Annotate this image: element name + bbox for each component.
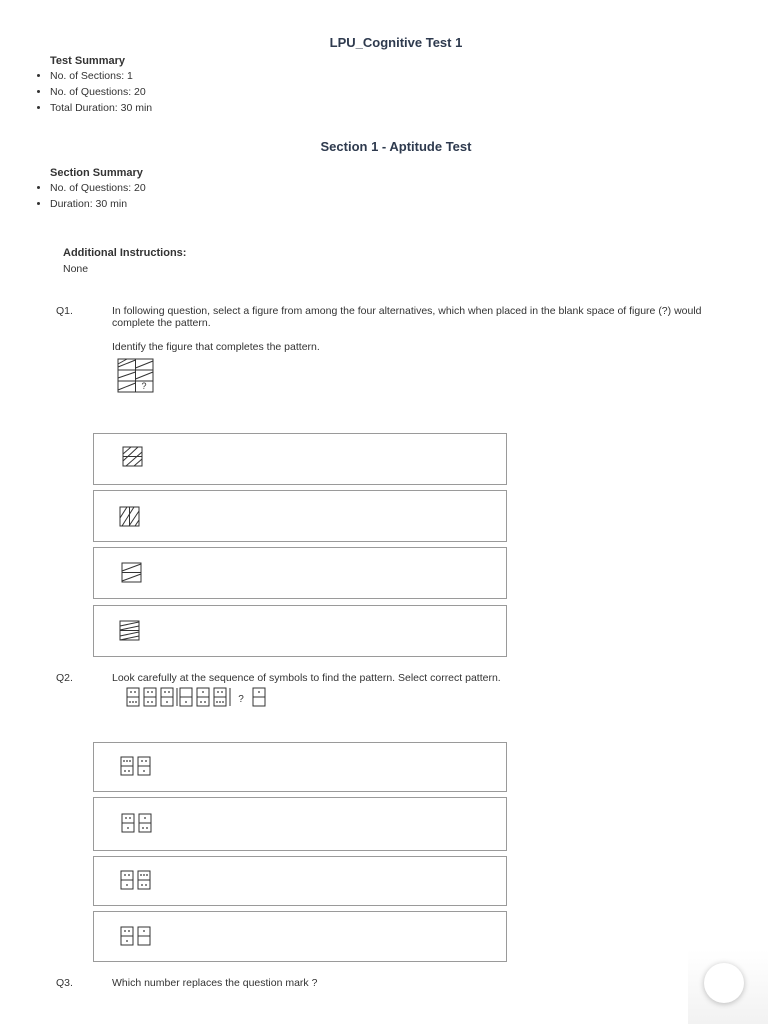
option-a[interactable] [93,742,507,792]
option-d[interactable] [93,605,507,657]
question-mark: ? [238,694,244,705]
question-mark: ? [141,381,147,391]
option-figure [121,562,143,584]
section-summary-heading: Section Summary [50,167,143,179]
list-item: • No. of Questions: 20 [50,84,152,100]
option-figure [122,446,144,468]
list-item: • No. of Sections: 1 [50,68,152,84]
option-c[interactable] [93,547,507,599]
question-text: In following question, select a figure from among the four alternatives, which when placed in the blank space of figure (?) would complete the pattern. [112,305,702,329]
option-figure [121,813,155,835]
additional-instructions-heading: Additional Instructions: [63,247,187,259]
test-summary-list [0,68,152,116]
section-summary-list [0,180,146,212]
list-item: • No. of Questions: 20 [50,180,146,196]
additional-instructions-text: None [63,263,89,275]
question-text: Which number replaces the question mark ? [112,977,318,989]
option-a[interactable] [93,433,507,485]
question-number: Q3. [56,977,73,989]
option-b[interactable] [93,797,507,851]
question-text: Look carefully at the sequence of symbols to find the pattern. Select correct pattern. [112,672,501,684]
test-title: LPU_Cognitive Test 1 [329,35,463,50]
option-c[interactable] [93,856,507,906]
question-number: Q2. [56,672,73,684]
question-figure [117,358,155,394]
test-summary-heading: Test Summary [50,55,125,67]
list-item: • Total Duration: 30 min [50,100,152,116]
option-figure [120,926,154,948]
option-b[interactable] [93,490,507,542]
list-item: • Duration: 30 min [50,196,146,212]
floating-action-button[interactable] [704,963,744,1003]
option-figure [119,506,141,528]
option-d[interactable] [93,911,507,962]
question-subtext: Identify the figure that completes the pattern. [112,341,320,353]
question-figure [126,687,272,709]
option-figure [119,620,141,642]
question-number: Q1. [56,305,73,317]
option-figure [120,756,154,778]
section-title: Section 1 - Aptitude Test [320,139,472,154]
option-figure [120,870,154,892]
